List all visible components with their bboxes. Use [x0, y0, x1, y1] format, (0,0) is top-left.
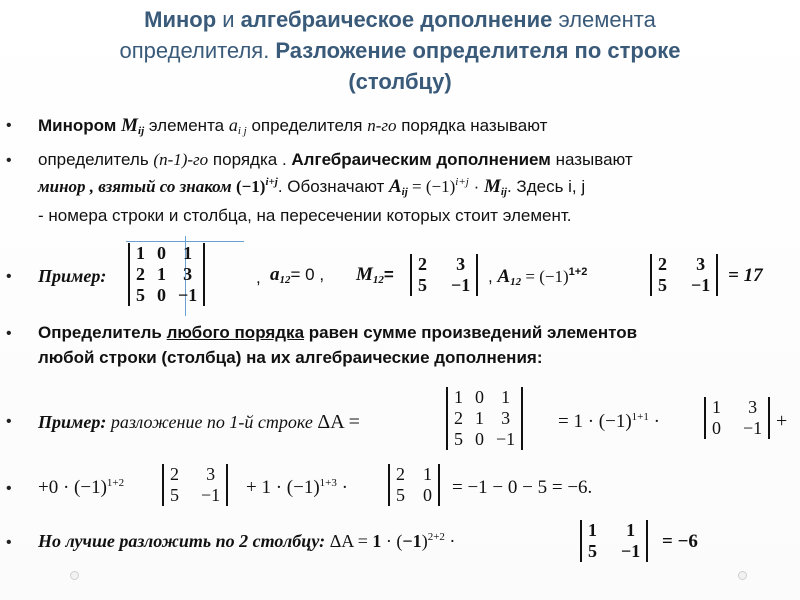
text: 2+2: [427, 531, 445, 543]
matrix-cell: 5: [170, 485, 179, 505]
text: a: [228, 115, 238, 135]
matrix-cell: −1: [691, 275, 711, 295]
text: определителя: [246, 116, 368, 135]
theorem-line2: [38, 348, 542, 368]
expansion-term2: [38, 477, 124, 499]
text: ·: [444, 531, 456, 551]
text: i+j: [265, 176, 278, 188]
text: - номера строки и столбца, на пересечении которых стоит элемент.: [38, 206, 572, 225]
text: M: [356, 264, 373, 285]
matrix-cell: 0: [475, 387, 484, 407]
title-text: (столбцу): [348, 69, 452, 94]
text: ·: [468, 177, 484, 196]
matrix-cell: 1: [183, 243, 193, 263]
bullet-icon: •: [6, 268, 12, 285]
matrix-cell: 3: [501, 408, 511, 428]
text: ij: [401, 186, 408, 198]
text: минор , взятый со знаком: [38, 177, 236, 196]
expansion-minor3: [388, 464, 440, 506]
text: A: [388, 176, 402, 197]
title-text: определителя.: [119, 38, 276, 63]
text: равен сумме произведений элементов: [304, 323, 638, 342]
matrix-cell: 5: [418, 275, 427, 295]
text: ij: [500, 186, 507, 198]
text: 12: [372, 274, 384, 286]
bullet-icon: •: [6, 325, 12, 342]
text: M: [121, 115, 139, 136]
text: ΔA =: [325, 531, 373, 551]
example1-matrix: [128, 243, 205, 306]
matrix-cell: 3: [696, 254, 706, 274]
text: = (−1): [407, 177, 456, 196]
A12-result: = 17: [728, 265, 763, 286]
text: Определитель: [38, 323, 167, 342]
text: 1+2: [568, 266, 588, 278]
example2-label: [38, 411, 360, 434]
text: (−1): [235, 177, 266, 196]
matrix-cell: 5: [588, 541, 597, 561]
matrix-cell: −1: [451, 275, 471, 295]
text: = (−1): [521, 267, 569, 286]
matrix-cell: 3: [206, 464, 216, 484]
matrix-cell: 2: [396, 464, 405, 484]
text: n-го: [367, 116, 397, 135]
matrix-cell: 1: [712, 397, 721, 417]
text: ,: [488, 267, 493, 286]
text: 12: [510, 276, 522, 288]
decorative-dot-icon: [70, 571, 79, 580]
matrix-cell: 1: [454, 387, 463, 407]
matrix-cell: 1: [157, 264, 166, 284]
text: элемента: [144, 116, 229, 135]
text: −1: [402, 531, 422, 551]
bullet-icon: •: [6, 413, 12, 430]
m12-expression: [356, 264, 394, 286]
cofactor-definition-line1: [38, 150, 633, 170]
text: разложение по 1-й строке: [106, 412, 318, 432]
text: называют: [550, 150, 633, 169]
text: +0 · (−1): [38, 477, 107, 498]
matrix-cell: 2: [136, 264, 145, 284]
title-text: и: [216, 7, 241, 32]
matrix-cell: 2: [658, 254, 667, 274]
text: . Обозначают: [277, 177, 389, 196]
title-text: элемента: [552, 7, 656, 32]
text: любой строки (столбца) на их алгебраические дополнения:: [38, 348, 543, 367]
text: порядка .: [208, 150, 292, 169]
text: 1+3: [319, 477, 337, 489]
text: + 1 · (−1): [246, 477, 320, 498]
matrix-cell: 1: [136, 243, 145, 263]
example2-matrix: [446, 387, 523, 450]
text: . Здесь i, j: [506, 177, 586, 196]
text: ·: [336, 477, 348, 498]
minor-definition: [38, 115, 547, 137]
bullet-icon: •: [6, 152, 12, 169]
matrix-cell: −1: [496, 429, 516, 449]
matrix-cell: 0: [157, 285, 166, 305]
text: i j: [237, 125, 247, 137]
text: ΔA =: [317, 411, 360, 433]
matrix-cell: 2: [454, 408, 463, 428]
matrix-cell: 3: [748, 397, 758, 417]
text: 1+1: [631, 411, 649, 423]
text: 12: [279, 274, 291, 286]
matrix-cell: 0: [423, 485, 432, 505]
expansion-minor2: [162, 464, 228, 506]
text: A: [497, 266, 511, 287]
matrix-cell: 1: [626, 520, 636, 540]
matrix-cell: 1: [501, 387, 511, 407]
matrix-cell: −1: [621, 541, 641, 561]
text: a: [270, 264, 280, 285]
matrix-cell: 0: [475, 429, 484, 449]
m12-minor-matrix: [410, 254, 478, 296]
text: 1+2: [106, 477, 125, 489]
matrix-cell: 1: [475, 408, 484, 428]
A12-expression: [488, 266, 587, 288]
text: =: [383, 265, 394, 284]
title-text: Разложение определителя по строке: [275, 38, 681, 63]
text: порядка называют: [396, 116, 548, 135]
matrix-cell: 5: [454, 429, 463, 449]
cofactor-definition-line3: [38, 206, 572, 226]
matrix-cell: 3: [183, 264, 193, 284]
matrix-cell: −1: [201, 485, 221, 505]
text: = 1 · (−1): [558, 411, 632, 432]
title-minor: Минор: [144, 7, 217, 32]
comma: ,: [256, 268, 261, 287]
text: · (: [381, 531, 403, 551]
slide-title: [60, 4, 740, 97]
title-text: алгебраическое дополнение: [240, 7, 553, 32]
theorem-line1: [38, 323, 637, 343]
text: M: [483, 176, 501, 197]
A12-minor-matrix: [650, 254, 718, 296]
matrix-cell: 2: [170, 464, 179, 484]
matrix-cell: 5: [658, 275, 667, 295]
text: = 0 ,: [290, 265, 325, 284]
expansion-term3: [246, 477, 348, 499]
matrix-cell: 1: [423, 464, 432, 484]
matrix-cell: 0: [157, 243, 166, 263]
column-expansion-minor: [580, 520, 648, 562]
example1-label: Пример:: [38, 266, 107, 286]
text: Но лучше разложить по 2 столбцу:: [38, 531, 326, 551]
example2-minor1: [704, 397, 770, 439]
expansion-result: = −1 − 0 − 5 = −6.: [452, 477, 593, 498]
text: (n-1)-го: [153, 150, 209, 169]
matrix-cell: 5: [136, 285, 145, 305]
bullet-icon: •: [6, 480, 12, 497]
column-expansion-result: = −6: [662, 531, 698, 552]
matrix-cell: 2: [418, 254, 427, 274]
bullet-icon: •: [6, 534, 12, 551]
expansion-term1: [558, 411, 660, 433]
a12-expression: [270, 264, 324, 286]
column-expansion: [38, 531, 455, 552]
text: 1: [372, 531, 382, 551]
bullet-icon: •: [6, 117, 12, 134]
text: ·: [648, 411, 660, 432]
plus-sign: +: [776, 410, 788, 432]
text: Минором: [38, 116, 122, 135]
text: ij: [138, 125, 145, 137]
text: ): [421, 531, 428, 551]
decorative-dot-icon: [738, 571, 747, 580]
matrix-cell: 3: [456, 254, 466, 274]
matrix-cell: 0: [712, 418, 721, 438]
matrix-cell: 1: [588, 520, 597, 540]
matrix-cell: 5: [396, 485, 405, 505]
text: любого порядка: [166, 323, 305, 342]
text: Пример:: [38, 412, 107, 432]
matrix-cell: −1: [178, 285, 198, 305]
cofactor-definition-line2: [38, 176, 585, 198]
text: Алгебраическим дополнением: [291, 150, 551, 169]
text: i+j: [455, 176, 469, 188]
matrix-cell: −1: [743, 418, 763, 438]
text: определитель: [38, 150, 154, 169]
